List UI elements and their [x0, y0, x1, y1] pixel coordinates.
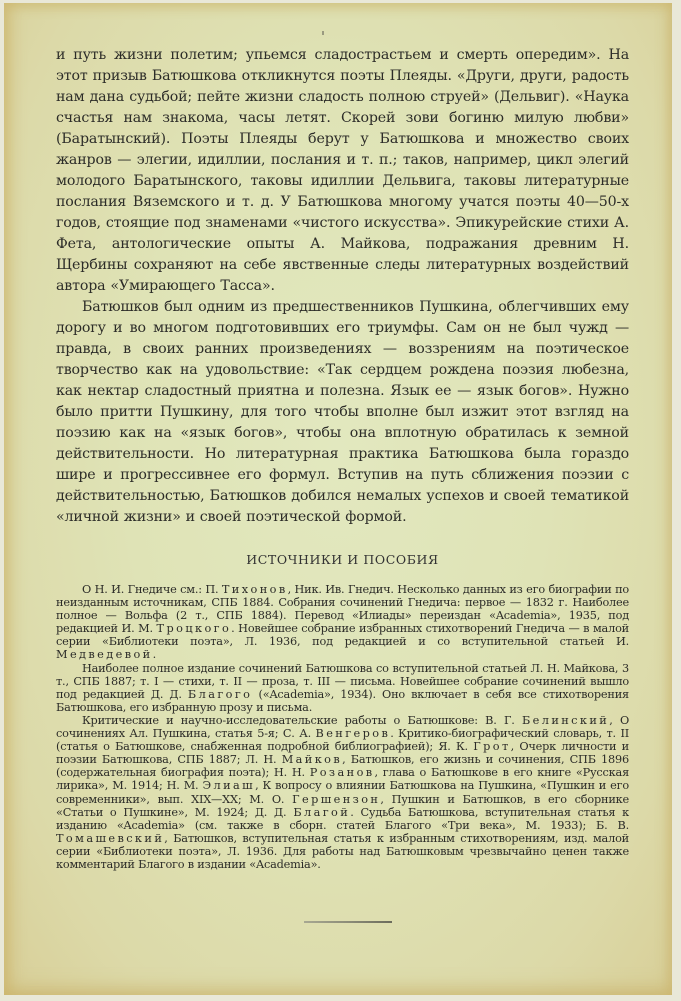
end-rule-divider — [304, 921, 392, 923]
entry-text: («Academia», 1934). Оно включает в себя все стихотворения Батюшкова, его избранную прозу и письма. — [56, 687, 629, 714]
bibliography-entry-2 — [56, 662, 629, 714]
bibliography-entry-3 — [56, 714, 629, 871]
author-name: Майков — [281, 753, 343, 767]
author-name: Гершензон — [292, 792, 381, 806]
author-name: Розанов — [309, 766, 375, 780]
page-content — [56, 45, 629, 871]
entry-text: . Судьба Батюшкова, вступительная статья к изданию «Academia» (см. также в сборн. статей Благого «Три века», М. 1933); Б. В. — [56, 805, 630, 832]
paragraph-2: Батюшков был одним из предшественников Пушкина, облегчивших ему дорогу и во многом подготовивших его триумфы. Сам он не был чужд — правда, в своих ранних произведениях — воззрениям на поэтическое творчество как на удовольствие: «Так сердцем рождена поэзия любезна, как нектар сладостный приятна и полезна. Язык ее — язык богов». Нужно было притти Пушкину, для того чтобы вполне был изжит этот взгляд на поэзию как на «язык богов», чтобы она вплотную обратилась к земной действительности. Но литературная практика Батюшкова была гораздо шире и прогрессивнее его формул. Вступив на путь сближения поэзии с действительностью, Батюшков добился немалых успехов и своей тематикой «личной жизни» и своей поэтической формой. — [56, 299, 629, 525]
bibliography-entry-1 — [56, 583, 629, 662]
main-text — [56, 45, 629, 528]
author-name: Благого — [187, 687, 253, 701]
author-name: Венгеров — [315, 727, 391, 741]
entry-text: , Очерк личности и поэзии Батюшкова, СПБ 1887; Л. Н. — [56, 740, 629, 767]
entry-text: , Батюшков, его жизнь и сочинения, СПБ 1896 (содержательная биография поэта); Н. Н. — [56, 753, 629, 780]
author-name: Грот — [473, 740, 511, 754]
entry-text: , глава о Батюшкове в его книге «Русская лирика», М. 1914; Н. М. — [56, 766, 629, 793]
section-heading: ИСТОЧНИКИ И ПОСОБИЯ — [246, 552, 439, 567]
bibliography — [56, 583, 629, 871]
entry-text: О Н. И. Гнедиче см.: П. — [82, 583, 222, 596]
page-mark — [322, 31, 324, 35]
author-name: Белинский — [521, 713, 610, 727]
paragraph-1: и путь жизни полетим; упьемся сладострастьем и смерть опередим». На этот призыв Батюшкова откликнутся поэты Плеяды. «Други, други, радость нам дана судьбой; пейте жизни сладость полною струей» (Дельвиг). «Наука счастья нам знакома, часы летят. Скорей зови богиню милую любви» (Баратынский). Поэты Плеяды берут у Батюшкова и множество своих жанров — элегии, идиллии, послания и т. п.; таков, например, цикл элегий молодого Баратынского, таковы идиллии Дельвига, таковы литературные послания Вяземского и т. д. У Батюшкова многому учатся поэты 40—50-х годов, стоящие под знаменами «чистого искусства». Эпикурейские стихи А. Фета, антологические опыты А. Майкова, подражания древним Н. Щербины сохраняют на себе явственные следы литературных воздействий автора «Умирающего Тасса». — [56, 47, 629, 294]
author-name: Элиаш — [202, 779, 256, 793]
author-name: Медведевой — [56, 648, 153, 662]
author-name: Благой — [293, 805, 351, 819]
book-page — [4, 3, 672, 995]
entry-text: , Ник. Ив. Гнедич. Несколько данных из его биографии по неизданным источникам, СПБ 1884. Собрания сочинений Гнедича: первое — 1832 г. Наиболее полное — Вольфа (2 т., СПБ 1884). Перевод «Илиады» переиздан «Academia», 1935, под редакцией И. М. — [56, 583, 629, 636]
entry-text: , Батюшков, вступительная статья к избранным стихотворениям, изд. малой серии «Библиотеки поэта», Л. 1936. Для работы над Батюшковым чрезвычайно ценен также комментарий Благого в издании «Academia». — [56, 831, 629, 871]
entry-text: , О сочинениях Ал. Пушкина, статья 5-я; С. А. — [56, 713, 630, 741]
entry-text: Наиболее полное издание сочинений Батюшкова со вступительной статьей Л. Н. Майкова, 3 т., СПБ 1887; т. I — стихи, т. II — проза, т. III — письма. Новейшее собрание сочинений вышло под редакцией Д. Д. — [56, 661, 629, 701]
entry-text: , К вопросу о влиянии Батюшкова на Пушкина, «Пушкин и его современники», вып. XIX—XX; М. О. — [56, 779, 629, 806]
author-name: Тихонов — [221, 583, 288, 596]
author-name: Томашевский — [56, 831, 165, 845]
entry-text: . — [152, 648, 156, 662]
author-name: Троцкого — [156, 622, 232, 636]
entry-text: Критические и научно-исследовательские работы о Батюшкове: В. Г. — [82, 713, 522, 727]
entry-text: . Новейшее собрание избранных стихотворений Гнедича — в малой серии «Библиотеки поэта», Л. 1936, под редакцией и со вступительной статьей И. — [56, 622, 629, 649]
entry-text: , Пушкин и Батюшков, в его сборнике «Статьи о Пушкине», М. 1924; Д. Д. — [56, 792, 629, 819]
entry-text: . Критико-биографический словарь, т. II (статья о Батюшкове, снабженная подробной библиографией); Я. К. — [56, 727, 629, 754]
